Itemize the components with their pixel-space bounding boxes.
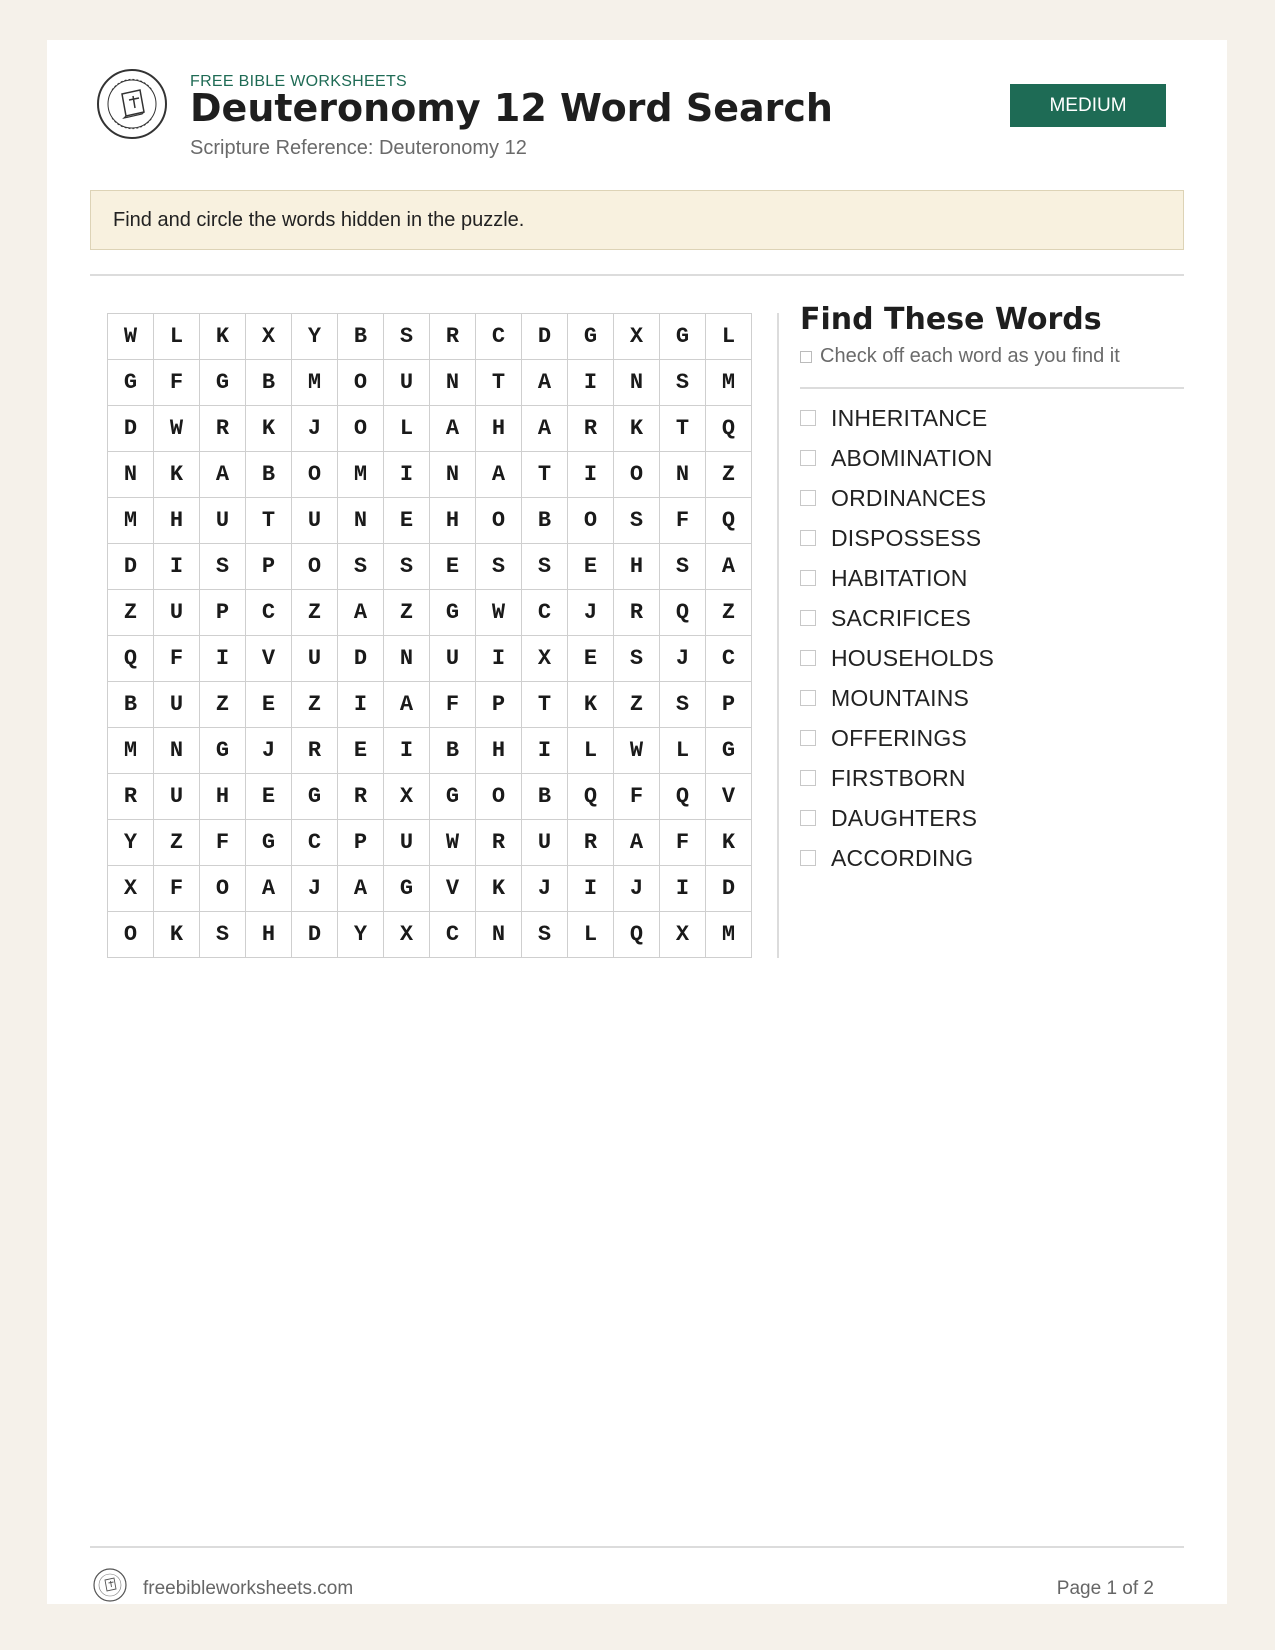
word-label: ABOMINATION [831, 444, 993, 471]
word-search-grid [107, 313, 752, 958]
grid-cell[interactable]: A [522, 360, 568, 406]
grid-cell[interactable]: O [568, 498, 614, 544]
grid-cell[interactable]: B [430, 728, 476, 774]
grid-cell[interactable]: Z [200, 682, 246, 728]
grid-cell[interactable]: B [246, 452, 292, 498]
grid-cell[interactable]: I [154, 544, 200, 590]
grid-cell[interactable]: I [660, 866, 706, 912]
divider [90, 274, 1184, 276]
grid-cell[interactable]: C [246, 590, 292, 636]
grid-cell[interactable]: H [200, 774, 246, 820]
grid-cell[interactable]: H [430, 498, 476, 544]
grid-cell[interactable]: Z [706, 590, 752, 636]
grid-cell[interactable]: R [292, 728, 338, 774]
grid-cell[interactable]: F [430, 682, 476, 728]
grid-cell[interactable]: J [522, 866, 568, 912]
grid-cell[interactable]: T [246, 498, 292, 544]
grid-cell[interactable]: S [200, 544, 246, 590]
checkbox-icon[interactable] [800, 730, 816, 746]
word-label: MOUNTAINS [831, 684, 970, 711]
instructions-text: Find and circle the words hidden in the puzzle. [113, 208, 525, 231]
word-item[interactable] [800, 798, 994, 838]
grid-cell[interactable]: V [706, 774, 752, 820]
grid-cell[interactable]: J [246, 728, 292, 774]
word-label: ORDINANCES [831, 484, 987, 511]
grid-cell[interactable]: G [292, 774, 338, 820]
grid-cell[interactable]: U [384, 820, 430, 866]
grid-cell[interactable]: P [476, 682, 522, 728]
grid-cell[interactable]: R [430, 314, 476, 360]
grid-cell[interactable]: X [384, 912, 430, 958]
grid-cell[interactable]: R [568, 820, 614, 866]
grid-cell[interactable]: S [614, 636, 660, 682]
grid-cell[interactable]: U [292, 636, 338, 682]
grid-cell[interactable]: S [384, 544, 430, 590]
grid-cell[interactable]: R [614, 590, 660, 636]
grid-cell[interactable]: G [706, 728, 752, 774]
grid-cell[interactable]: J [660, 636, 706, 682]
grid-cell[interactable]: Y [292, 314, 338, 360]
grid-cell[interactable]: U [292, 498, 338, 544]
grid-cell[interactable]: D [108, 406, 154, 452]
grid-cell[interactable]: K [476, 866, 522, 912]
word-item[interactable] [800, 718, 994, 758]
grid-cell[interactable]: E [384, 498, 430, 544]
grid-cell[interactable]: N [108, 452, 154, 498]
grid-cell[interactable]: X [522, 636, 568, 682]
grid-cell[interactable]: A [246, 866, 292, 912]
grid-cell[interactable]: W [430, 820, 476, 866]
grid-cell[interactable]: A [200, 452, 246, 498]
grid-cell[interactable]: H [476, 406, 522, 452]
grid-cell[interactable]: S [522, 912, 568, 958]
grid-cell[interactable]: O [292, 452, 338, 498]
grid-cell[interactable]: Z [108, 590, 154, 636]
word-label: DAUGHTERS [831, 804, 978, 831]
grid-cell[interactable]: J [292, 406, 338, 452]
grid-cell[interactable]: L [568, 912, 614, 958]
grid-cell[interactable]: I [568, 360, 614, 406]
grid-cell[interactable]: A [614, 820, 660, 866]
page-number: Page 1 of 2 [1056, 1578, 1154, 1599]
grid-cell[interactable]: D [292, 912, 338, 958]
grid-cell[interactable]: U [154, 682, 200, 728]
word-label: ACCORDING [831, 844, 974, 871]
grid-cell[interactable]: P [706, 682, 752, 728]
grid-cell[interactable]: H [614, 544, 660, 590]
grid-cell[interactable]: Q [568, 774, 614, 820]
word-label: FIRSTBORN [831, 764, 966, 791]
grid-cell[interactable]: G [430, 774, 476, 820]
checkbox-icon[interactable] [800, 650, 816, 666]
grid-cell[interactable]: A [476, 452, 522, 498]
grid-cell[interactable]: M [706, 360, 752, 406]
grid-cell[interactable]: Z [384, 590, 430, 636]
grid-cell[interactable]: O [476, 774, 522, 820]
grid-cell[interactable]: A [706, 544, 752, 590]
grid-cell[interactable]: D [706, 866, 752, 912]
grid-cell[interactable]: J [614, 866, 660, 912]
grid-cell[interactable]: C [522, 590, 568, 636]
grid-cell[interactable]: D [522, 314, 568, 360]
grid-cell[interactable]: O [200, 866, 246, 912]
grid-cell[interactable]: Z [154, 820, 200, 866]
divider [800, 387, 1184, 389]
grid-cell[interactable]: Z [292, 590, 338, 636]
footer-divider [90, 1546, 1184, 1548]
grid-cell[interactable]: U [154, 590, 200, 636]
grid-cell[interactable]: R [476, 820, 522, 866]
word-item[interactable] [800, 678, 994, 718]
word-item[interactable] [800, 638, 994, 678]
grid-cell[interactable]: T [522, 682, 568, 728]
grid-cell[interactable]: G [660, 314, 706, 360]
grid-cell[interactable]: K [706, 820, 752, 866]
word-list-title: Find These Words [800, 302, 1102, 337]
grid-cell[interactable]: S [660, 682, 706, 728]
grid-cell[interactable]: U [154, 774, 200, 820]
footer-url: freebibleworksheets.com [143, 1578, 354, 1599]
grid-cell[interactable]: Q [660, 774, 706, 820]
grid-cell[interactable]: R [200, 406, 246, 452]
column-divider [777, 313, 779, 958]
grid-cell[interactable]: F [614, 774, 660, 820]
grid-cell[interactable]: F [200, 820, 246, 866]
word-label: DISPOSSESS [831, 524, 982, 551]
grid-cell[interactable]: O [292, 544, 338, 590]
grid-cell[interactable]: I [200, 636, 246, 682]
grid-cell[interactable]: U [384, 360, 430, 406]
grid-cell[interactable]: M [292, 360, 338, 406]
grid-cell[interactable]: A [338, 590, 384, 636]
grid-cell[interactable]: E [246, 774, 292, 820]
grid-cell[interactable]: B [522, 498, 568, 544]
grid-cell[interactable]: L [660, 728, 706, 774]
grid-cell[interactable]: K [154, 912, 200, 958]
grid-cell[interactable]: U [522, 820, 568, 866]
grid-cell[interactable]: N [660, 452, 706, 498]
grid-cell[interactable]: K [568, 682, 614, 728]
grid-cell[interactable]: L [384, 406, 430, 452]
difficulty-badge: MEDIUM [1010, 84, 1166, 127]
grid-cell[interactable]: N [476, 912, 522, 958]
grid-cell[interactable]: S [338, 544, 384, 590]
grid-cell[interactable]: N [338, 498, 384, 544]
checkbox-icon[interactable] [800, 770, 816, 786]
word-item[interactable] [800, 838, 994, 878]
grid-cell[interactable]: U [430, 636, 476, 682]
grid-cell[interactable]: N [614, 360, 660, 406]
grid-cell[interactable]: L [568, 728, 614, 774]
grid-cell[interactable]: X [660, 912, 706, 958]
checkbox-icon[interactable] [800, 530, 816, 546]
grid-cell[interactable]: I [476, 636, 522, 682]
grid-cell[interactable]: N [384, 636, 430, 682]
grid-cell[interactable]: O [108, 912, 154, 958]
grid-cell[interactable]: M [706, 912, 752, 958]
grid-cell[interactable]: S [522, 544, 568, 590]
grid-cell[interactable]: Z [614, 682, 660, 728]
grid-cell[interactable]: F [660, 820, 706, 866]
grid-cell[interactable]: I [568, 452, 614, 498]
grid-cell[interactable]: E [338, 728, 384, 774]
bible-logo-icon [96, 68, 168, 140]
word-item[interactable] [800, 558, 994, 598]
grid-cell[interactable]: N [430, 452, 476, 498]
grid-cell[interactable]: S [660, 360, 706, 406]
grid-cell[interactable]: K [200, 314, 246, 360]
grid-cell[interactable]: I [338, 682, 384, 728]
checkbox-icon[interactable] [800, 850, 816, 866]
grid-cell[interactable]: T [476, 360, 522, 406]
grid-cell[interactable]: M [338, 452, 384, 498]
grid-cell[interactable]: C [292, 820, 338, 866]
grid-cell[interactable]: I [568, 866, 614, 912]
grid-cell[interactable]: L [706, 314, 752, 360]
grid-cell[interactable]: X [384, 774, 430, 820]
grid-cell[interactable]: F [154, 360, 200, 406]
grid-cell[interactable]: U [200, 498, 246, 544]
grid-cell[interactable]: R [338, 774, 384, 820]
grid-cell[interactable]: J [292, 866, 338, 912]
grid-cell[interactable]: A [430, 406, 476, 452]
checkbox-icon [800, 351, 812, 363]
grid-cell[interactable]: I [522, 728, 568, 774]
word-list-subtitle [800, 345, 1120, 368]
grid-cell[interactable]: X [614, 314, 660, 360]
grid-cell[interactable]: H [476, 728, 522, 774]
grid-cell[interactable]: N [154, 728, 200, 774]
grid-cell[interactable]: D [338, 636, 384, 682]
grid-cell[interactable]: Q [614, 912, 660, 958]
word-list [800, 398, 994, 878]
grid-cell[interactable]: W [476, 590, 522, 636]
grid-cell[interactable]: V [430, 866, 476, 912]
grid-cell[interactable]: Q [660, 590, 706, 636]
grid-cell[interactable]: C [430, 912, 476, 958]
grid-cell[interactable]: Q [706, 406, 752, 452]
grid-cell[interactable]: X [108, 866, 154, 912]
word-item[interactable] [800, 478, 994, 518]
grid-cell[interactable]: W [108, 314, 154, 360]
grid-cell[interactable]: T [522, 452, 568, 498]
grid-cell[interactable]: K [246, 406, 292, 452]
word-label: OFFERINGS [831, 724, 967, 751]
grid-cell[interactable]: Q [706, 498, 752, 544]
grid-cell[interactable]: G [568, 314, 614, 360]
grid-cell[interactable]: V [246, 636, 292, 682]
word-item[interactable] [800, 398, 994, 438]
grid-cell[interactable]: G [430, 590, 476, 636]
grid-cell[interactable]: F [660, 498, 706, 544]
grid-cell[interactable]: F [154, 636, 200, 682]
worksheet-page [47, 40, 1227, 1604]
word-label: HOUSEHOLDS [831, 644, 995, 671]
grid-cell[interactable]: P [246, 544, 292, 590]
word-item[interactable] [800, 518, 994, 558]
grid-cell[interactable]: I [384, 728, 430, 774]
grid-cell[interactable]: O [338, 360, 384, 406]
grid-cell[interactable]: P [200, 590, 246, 636]
grid-cell[interactable]: T [660, 406, 706, 452]
grid-cell[interactable]: S [384, 314, 430, 360]
grid-cell[interactable]: G [200, 360, 246, 406]
grid-cell[interactable]: A [338, 866, 384, 912]
grid-cell[interactable]: Z [292, 682, 338, 728]
grid-cell[interactable]: G [108, 360, 154, 406]
grid-cell[interactable]: C [706, 636, 752, 682]
grid-cell[interactable]: O [338, 406, 384, 452]
grid-cell[interactable]: G [246, 820, 292, 866]
grid-cell[interactable]: L [154, 314, 200, 360]
grid-cell[interactable]: O [614, 452, 660, 498]
grid-cell[interactable]: D [108, 544, 154, 590]
word-label: SACRIFICES [831, 604, 972, 631]
grid-cell[interactable]: H [154, 498, 200, 544]
grid-cell[interactable]: N [430, 360, 476, 406]
checkbox-icon[interactable] [800, 410, 816, 426]
checkbox-icon[interactable] [800, 610, 816, 626]
grid-cell[interactable]: J [568, 590, 614, 636]
grid-cell[interactable]: R [108, 774, 154, 820]
bible-logo-icon [92, 1567, 128, 1603]
grid-cell[interactable]: B [246, 360, 292, 406]
instructions-box [90, 190, 1184, 250]
grid-cell[interactable]: S [476, 544, 522, 590]
word-label: HABITATION [831, 564, 968, 591]
grid-cell[interactable]: A [384, 682, 430, 728]
word-list-subtitle-text: Check off each word as you find it [820, 345, 1120, 367]
grid-cell[interactable]: F [154, 866, 200, 912]
grid-cell[interactable]: E [430, 544, 476, 590]
grid-cell[interactable]: W [614, 728, 660, 774]
grid-cell[interactable]: I [384, 452, 430, 498]
word-label: INHERITANCE [831, 404, 988, 431]
page-title: Deuteronomy 12 Word Search [190, 86, 833, 130]
checkbox-icon[interactable] [800, 450, 816, 466]
grid-cell[interactable]: O [476, 498, 522, 544]
grid-cell[interactable]: X [246, 314, 292, 360]
grid-cell[interactable]: Y [338, 912, 384, 958]
word-item[interactable] [800, 598, 994, 638]
grid-cell[interactable]: E [568, 636, 614, 682]
checkbox-icon[interactable] [800, 810, 816, 826]
grid-cell[interactable]: M [108, 498, 154, 544]
grid-cell[interactable]: A [522, 406, 568, 452]
grid-cell[interactable]: M [108, 728, 154, 774]
brand-label: FREE BIBLE WORKSHEETS [190, 73, 408, 90]
grid-cell[interactable]: S [614, 498, 660, 544]
grid-cell[interactable]: B [338, 314, 384, 360]
grid-cell[interactable]: G [200, 728, 246, 774]
grid-cell[interactable]: Q [108, 636, 154, 682]
grid-cell[interactable]: H [246, 912, 292, 958]
grid-cell[interactable]: E [246, 682, 292, 728]
word-item[interactable] [800, 758, 994, 798]
checkbox-icon[interactable] [800, 490, 816, 506]
checkbox-icon[interactable] [800, 690, 816, 706]
grid-cell[interactable]: P [338, 820, 384, 866]
grid-cell[interactable]: C [476, 314, 522, 360]
grid-cell[interactable]: E [568, 544, 614, 590]
grid-cell[interactable]: G [384, 866, 430, 912]
word-item[interactable] [800, 438, 994, 478]
grid-cell[interactable]: S [660, 544, 706, 590]
grid-cell[interactable]: Y [108, 820, 154, 866]
scripture-reference: Scripture Reference: Deuteronomy 12 [190, 137, 527, 159]
grid-cell[interactable]: Z [706, 452, 752, 498]
grid-cell[interactable]: S [200, 912, 246, 958]
grid-cell[interactable]: W [154, 406, 200, 452]
checkbox-icon[interactable] [800, 570, 816, 586]
grid-cell[interactable]: B [522, 774, 568, 820]
grid-cell[interactable]: B [108, 682, 154, 728]
grid-cell[interactable]: K [154, 452, 200, 498]
grid-cell[interactable]: K [614, 406, 660, 452]
grid-cell[interactable]: R [568, 406, 614, 452]
